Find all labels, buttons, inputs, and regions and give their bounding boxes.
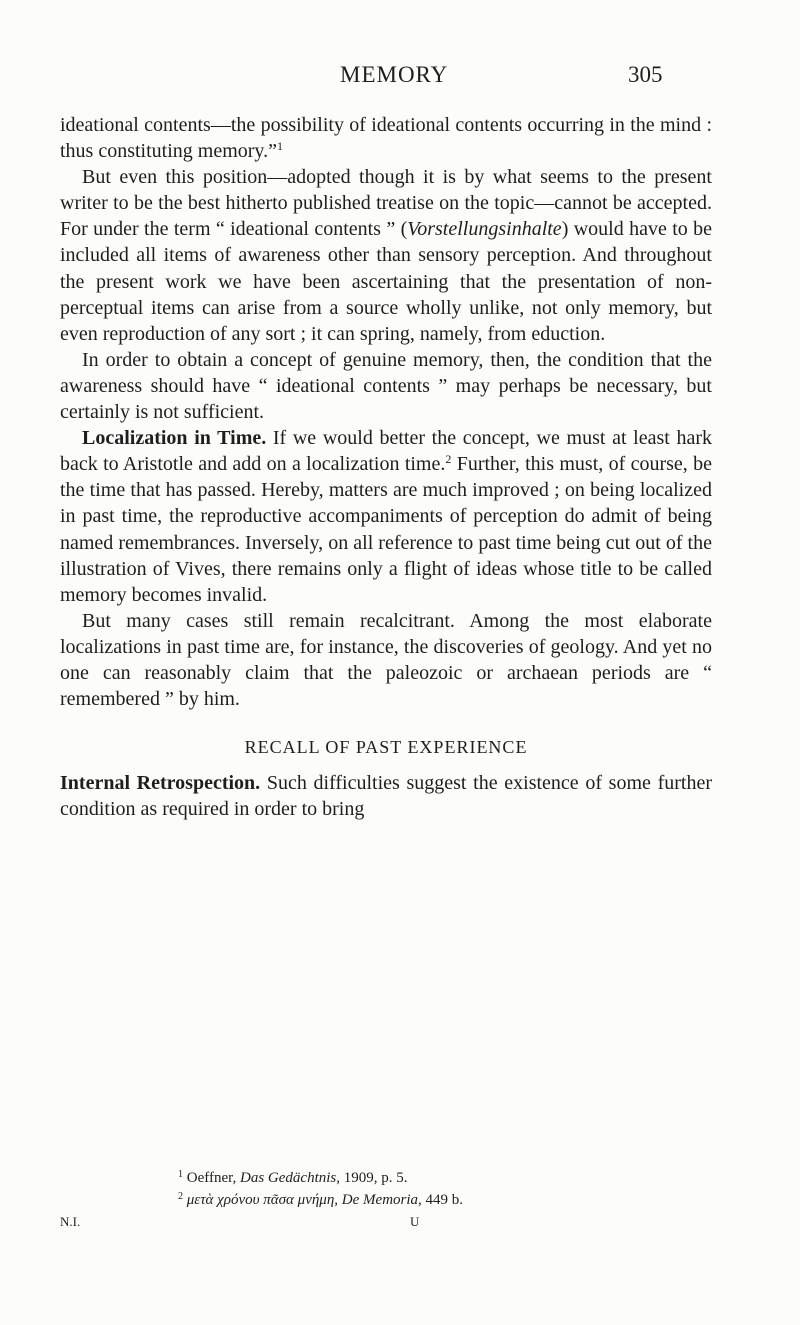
german-term: Vorstellungsinhalte bbox=[407, 218, 562, 241]
footnote-marker: 2 bbox=[178, 1191, 183, 1202]
footnote-citation: , 449 b. bbox=[418, 1192, 464, 1208]
footnote-title: Das Gedächtnis bbox=[240, 1170, 337, 1186]
footnote-marker: 1 bbox=[178, 1169, 183, 1180]
paragraph-text: Further, this must, of course, be the time that has passed. Hereby, matters are much improved ; on being localized in past time, the reproductive accompaniments of perception do admit of being named remembrances. Inversely, on all reference to past time being cut out of the illustration of Vives, there remains only a flight of ideas whose title to be called memory becomes invalid. bbox=[60, 453, 713, 606]
footnote-1 bbox=[178, 1167, 408, 1189]
paragraph-continued bbox=[60, 112, 712, 164]
section-title: RECALL OF PAST EXPERIENCE bbox=[244, 737, 528, 758]
side-heading: Internal Retrospection. bbox=[60, 772, 261, 795]
paragraph-text: But many cases still remain recalcitrant. Among the most elaborate localizations in past time are, for instance, the discoveries of geology. And yet no one can reasonably claim that the paleozoic or archaean periods are “ remembered ” by him. bbox=[60, 609, 712, 711]
paragraph-text: ) would have to be included all items of awareness other than sensory perception. And throughout the present work we have been ascertaining that the presentation of non-perceptual items can arise from a source wholly unlike, not only memory, but even reproduction of any sort ; it can spring, namely, from eduction. bbox=[60, 218, 712, 345]
side-heading: Localization in Time. bbox=[82, 427, 267, 450]
paragraph-text: In order to obtain a concept of genuine memory, then, the condition that the awareness should have “ ideational contents ” may perhaps be necessary, but certainly is not sufficient. bbox=[60, 348, 712, 424]
gathering-mark: U bbox=[410, 1214, 420, 1229]
paragraph-text: But even this position—adopted though it is by what seems to the present writer to be the best hitherto published treatise on the topic—cannot be accepted. For under the term “ ideational contents ” ( bbox=[60, 166, 712, 241]
footnote-reference: 1 bbox=[277, 139, 284, 154]
footnote-reference: 2 bbox=[445, 452, 452, 467]
footnote-2 bbox=[178, 1189, 463, 1211]
paragraph-text: If we would better the concept, we must at least hark back to Aristotle and add on a localization time. bbox=[60, 427, 712, 476]
paragraph bbox=[60, 608, 712, 712]
paragraph bbox=[60, 164, 712, 347]
paragraph bbox=[60, 347, 712, 425]
paragraph-text: ideational contents—the possibility of ideational contents occurring in the mind : thus constituting memory.” bbox=[60, 114, 712, 163]
running-title: MEMORY bbox=[340, 62, 449, 87]
footnote-citation: , 1909, p. 5. bbox=[336, 1170, 408, 1186]
body-text bbox=[60, 112, 712, 822]
footnote-author: Oeffner, bbox=[186, 1170, 241, 1186]
paragraph-text: Such difficulties suggest the existence of some further condition as required in order to bring bbox=[60, 772, 712, 821]
running-header bbox=[0, 62, 800, 92]
paragraph bbox=[60, 425, 712, 608]
footnote-title: De Memoria bbox=[341, 1192, 419, 1208]
signature-mark: N.I. bbox=[60, 1214, 81, 1229]
footnote-greek-quote: μετὰ χρόνου πᾶσα μνήμη, bbox=[186, 1192, 342, 1208]
page-number: 305 bbox=[628, 62, 663, 87]
paragraph bbox=[60, 770, 712, 822]
